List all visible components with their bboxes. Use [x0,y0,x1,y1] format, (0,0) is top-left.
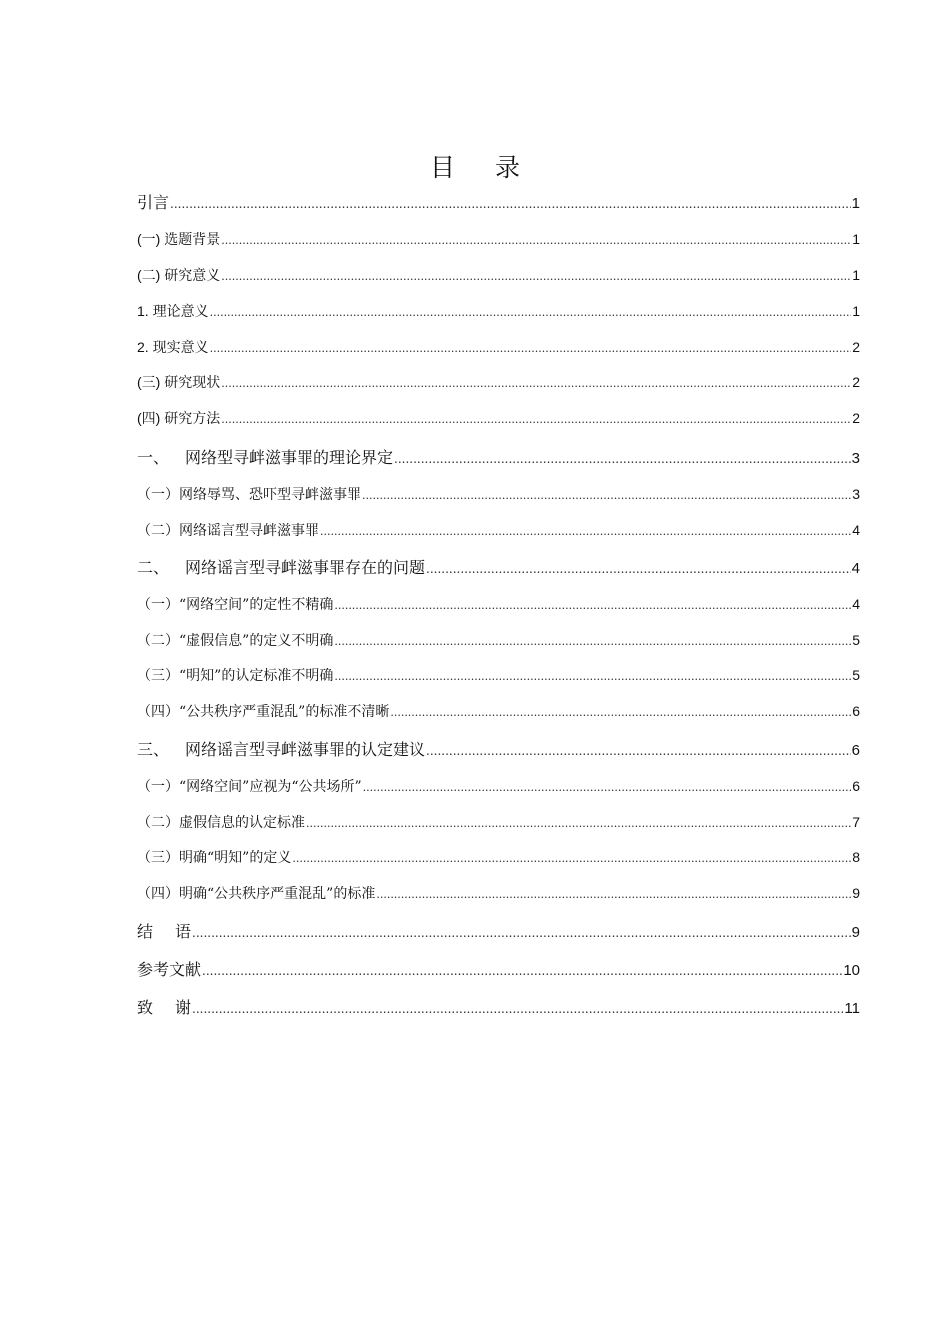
toc-page-number: 1 [852,303,860,319]
toc-entry-label [137,445,393,468]
toc-entry[interactable] [137,229,860,249]
chapter-number: 三、 [137,740,170,759]
toc-entry-label [137,919,191,942]
leader-dots [221,270,851,283]
toc-page-number: 5 [852,632,860,648]
toc-entry[interactable] [137,630,860,650]
toc-entry-label: (二) 研究意义 [137,267,221,283]
toc-page-number: 2 [852,339,860,355]
toc-entry-label-part: 致 [137,998,154,1017]
toc-page-number: 6 [852,778,860,794]
toc-page-number: 10 [843,962,860,979]
toc-page-number: 11 [844,1000,860,1017]
toc-entry[interactable] [137,265,860,285]
leader-dots [362,489,851,502]
leader-dots [306,817,851,830]
leader-dots [192,926,851,940]
leader-dots [170,197,851,211]
toc-entry[interactable] [137,408,860,428]
leader-dots [320,525,851,538]
toc-entry[interactable] [137,957,860,980]
toc-entry-label: 引言 [137,193,170,212]
toc-entry-label [137,995,191,1018]
toc-entry[interactable] [137,883,860,903]
leader-dots [390,706,851,719]
toc-entry[interactable] [137,555,860,578]
chapter-title: 网络型寻衅滋事罪的理论界定 [185,448,394,467]
toc-page-number: 4 [852,522,860,538]
toc-entry-label: (三) 研究现状 [137,374,221,390]
leader-dots [394,452,851,466]
leader-dots [363,781,852,794]
toc-page-number: 8 [852,849,860,865]
toc-entry[interactable] [137,847,860,867]
page-title: 目 录 [430,153,536,182]
toc-entry[interactable] [137,372,860,392]
toc-entry[interactable] [137,812,860,832]
toc-entry[interactable] [137,445,860,468]
leader-dots [221,234,851,247]
chapter-number: 一、 [137,448,170,467]
toc-page-number: 7 [852,814,860,830]
leader-dots [292,852,851,865]
toc-page-number: 9 [852,885,860,901]
toc-page-number: 3 [852,486,860,502]
toc-entry-label: 参考文献 [137,960,202,979]
leader-dots [210,342,852,355]
leader-dots [426,744,851,758]
toc-entry-label: （三）“明知”的认定标准不明确 [137,668,334,684]
toc-page-number: 6 [851,742,860,759]
leader-dots [426,562,851,576]
toc-entry[interactable] [137,701,860,721]
toc-entry-label: (一) 选题背景 [137,231,221,247]
leader-dots [221,413,851,426]
toc-entry[interactable] [137,737,860,760]
toc-entry[interactable] [137,995,860,1018]
toc-page-number: 4 [852,596,860,612]
toc-entry[interactable] [137,301,860,321]
toc-entry[interactable] [137,520,860,540]
toc-entry-label: （一）“网络空间”应视为“公共场所” [137,779,362,795]
toc-entry-label [137,555,425,578]
toc-entry-label: （二）“虚假信息”的定义不明确 [137,633,334,649]
chapter-number: 二、 [137,558,170,577]
toc-entry[interactable] [137,776,860,796]
toc-entry[interactable] [137,594,860,614]
toc-page-number: 4 [851,560,860,577]
toc-entry-label: （三）明确“明知”的定义 [137,850,292,866]
toc-page-number: 6 [852,703,860,719]
toc-entry-label: （二）网络谣言型寻衅滋事罪 [137,523,319,539]
leader-dots [376,888,851,901]
toc-entry-label: （四）“公共秩序严重混乱”的标准不清晰 [137,704,390,720]
leader-dots [334,599,851,612]
toc-page-number: 3 [851,450,860,467]
toc-entry-label-part: 语 [175,922,192,941]
toc-entry-label: （二）虚假信息的认定标准 [137,815,305,831]
toc-page-number: 9 [851,924,860,941]
toc-page-number: 2 [852,374,860,390]
toc-entry[interactable] [137,337,860,357]
toc-entry[interactable] [137,919,860,942]
chapter-title: 网络谣言型寻衅滋事罪的认定建议 [185,740,426,759]
toc-entry-label: 2. 现实意义 [137,339,209,355]
toc-entry-label: （四）明确“公共秩序严重混乱”的标准 [137,886,376,902]
toc-entry[interactable] [137,484,860,504]
leader-dots [192,1002,843,1016]
toc-entry[interactable] [137,190,860,213]
toc-page-number: 2 [852,410,860,426]
leader-dots [210,306,852,319]
toc-entry-label: （一）“网络空间”的定性不精确 [137,597,334,613]
toc-entry-label-part: 谢 [175,998,192,1017]
toc-page-number: 1 [852,231,860,247]
leader-dots [202,964,842,978]
leader-dots [334,635,851,648]
toc-page-number: 5 [852,667,860,683]
toc-entry[interactable] [137,665,860,685]
toc-entry-label: 1. 理论意义 [137,303,209,319]
leader-dots [221,377,851,390]
chapter-title: 网络谣言型寻衅滋事罪存在的问题 [185,558,426,577]
toc-page-number: 1 [852,267,860,283]
toc-entry-label [137,737,425,760]
toc-entry-label: (四) 研究方法 [137,410,221,426]
toc-page-number: 1 [851,195,860,212]
toc-entry-label-part: 结 [137,922,154,941]
toc-entry-label: （一）网络辱骂、恐吓型寻衅滋事罪 [137,487,361,503]
leader-dots [334,670,851,683]
